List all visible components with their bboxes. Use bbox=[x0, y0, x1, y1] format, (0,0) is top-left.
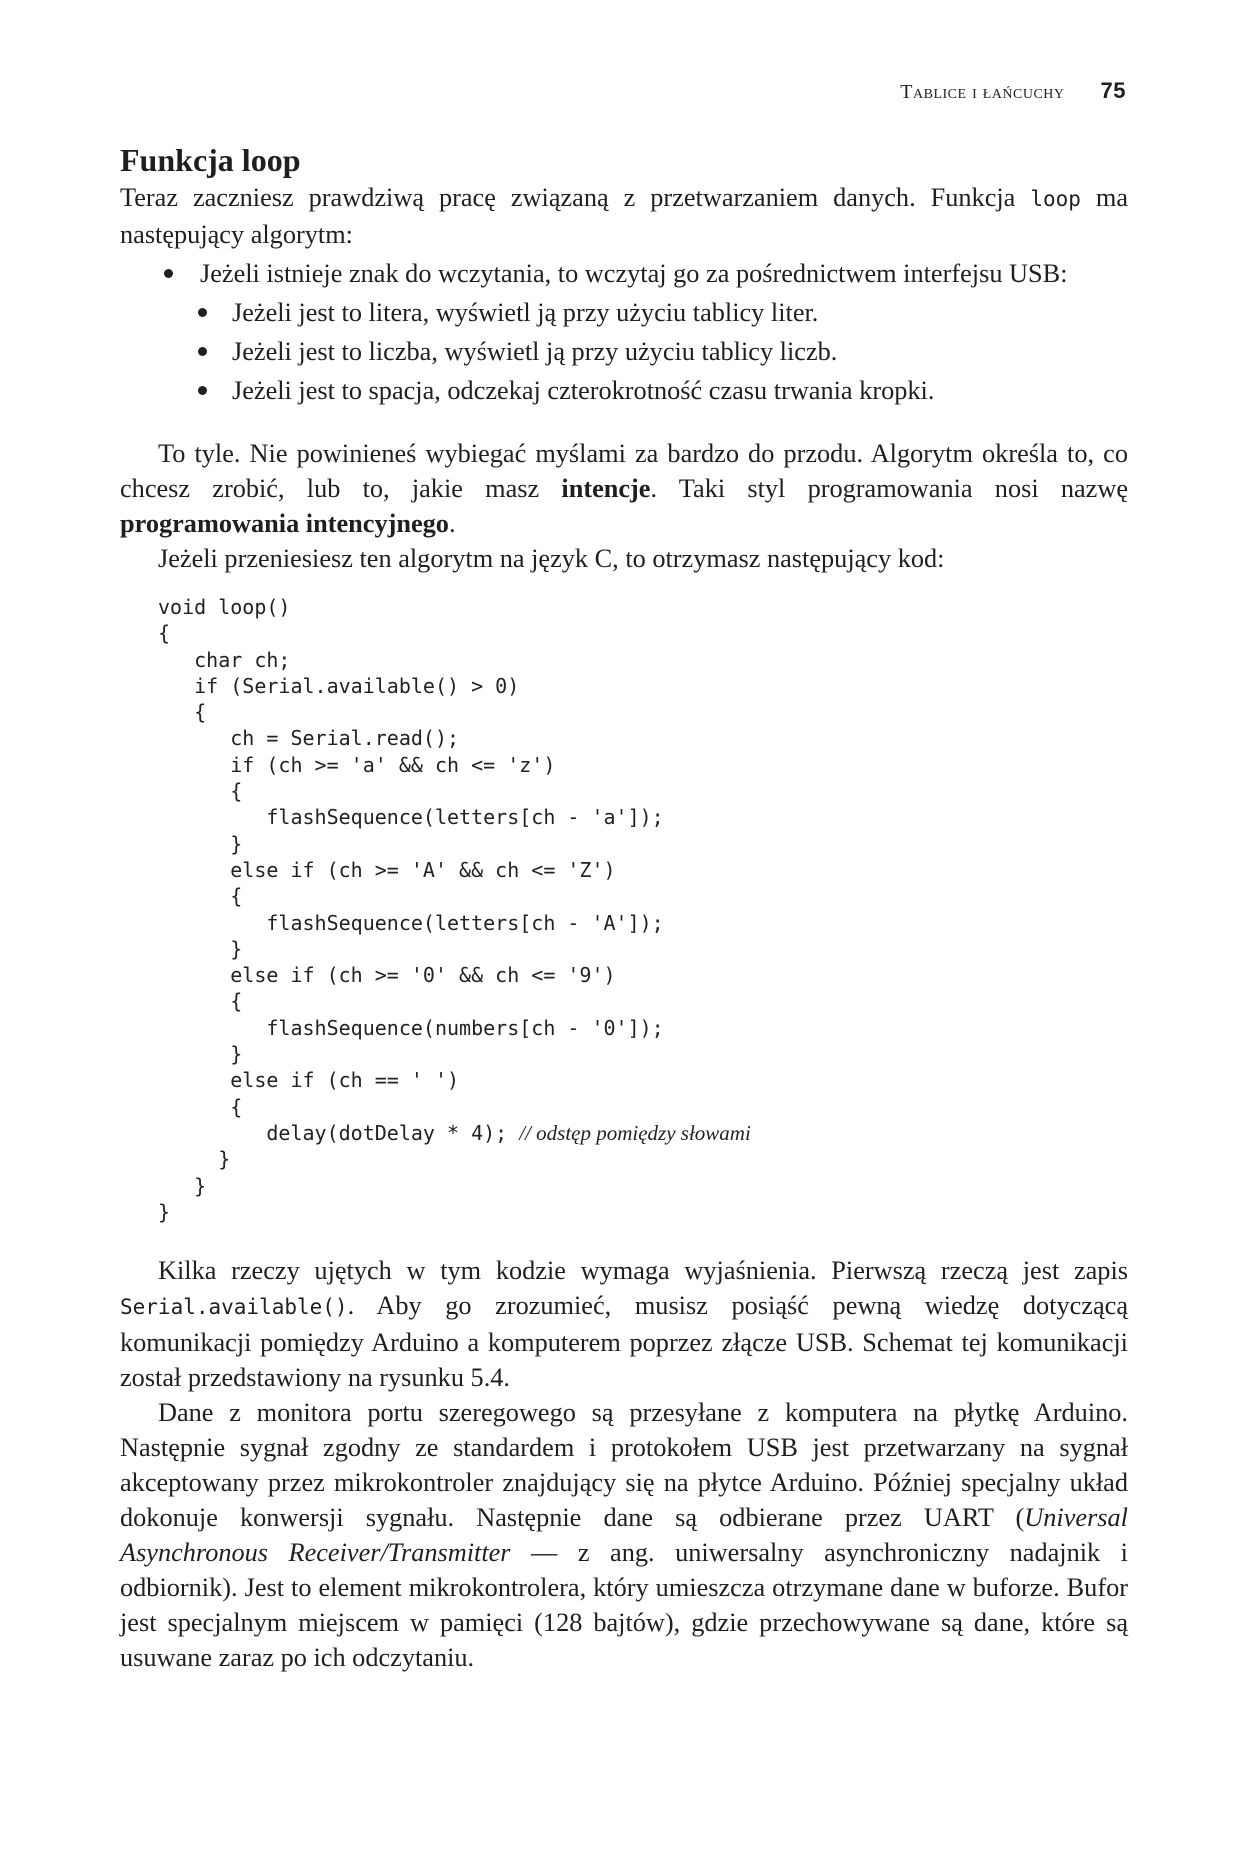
code-line: } bbox=[158, 831, 243, 856]
italic-term: Universal Asynchronous Receiver/Transmitter bbox=[120, 1503, 1128, 1568]
code-line: { bbox=[158, 1094, 243, 1119]
code-line: { bbox=[158, 884, 243, 909]
paragraph-uart bbox=[120, 1395, 1128, 1675]
algorithm-sublist bbox=[200, 295, 1128, 408]
code-line: else if (ch >= 'A' && ch <= 'Z') bbox=[158, 857, 616, 882]
text-run: — z ang. uniwersalny asynchroniczny nadajnik i odbiornik). Jest to element mikrokontrolera, który umieszcza otrzymane dane w buforze. Bufor jest specjalnym miejscem w pamięci (128 bajtów), gdzie przechowywane są dane, które są usuwane zaraz po ich odczytaniu. bbox=[120, 1538, 1128, 1673]
code-line: ch = Serial.read(); bbox=[158, 726, 460, 751]
bold-term: programowania intencyjnego bbox=[120, 509, 449, 538]
list-item bbox=[120, 256, 1128, 408]
code-line: { bbox=[158, 779, 243, 804]
code-line: flashSequence(letters[ch - 'A']); bbox=[158, 910, 664, 935]
intro-inline-code: loop bbox=[1030, 187, 1081, 211]
code-line: flashSequence(numbers[ch - '0']); bbox=[158, 1015, 664, 1040]
code-comment: // odstęp pomiędzy słowami bbox=[519, 1120, 751, 1145]
sublist-item-text: Jeżeli jest to litera, wyświetl ją przy użyciu tablicy liter. bbox=[232, 298, 819, 327]
text-run: Kilka rzeczy ujętych w tym kodzie wymaga wyjaśnienia. Pierwszą rzeczą jest zapis bbox=[158, 1256, 1128, 1286]
bullet-icon bbox=[198, 308, 207, 317]
code-line: else if (ch == ' ') bbox=[158, 1068, 460, 1093]
code-line: if (ch >= 'a' && ch <= 'z') bbox=[158, 752, 556, 777]
text-run: . Taki styl programowania nosi nazwę bbox=[650, 474, 1128, 503]
bold-term: intencje bbox=[561, 474, 651, 503]
code-line: } bbox=[158, 1147, 231, 1172]
code-line: { bbox=[158, 621, 171, 646]
text-run: To tyle. Nie powinieneś wybiegać myślami za bardzo do przodu. Algorytm określa to, co chcesz zrobić, lub to, jakie masz bbox=[120, 439, 1128, 503]
sublist-item bbox=[120, 295, 1128, 330]
bullet-icon bbox=[198, 347, 207, 356]
section-title: Funkcja loop bbox=[120, 142, 301, 178]
code-line: flashSequence(letters[ch - 'a']); bbox=[158, 805, 664, 830]
running-title: Tablice i łańcuchy bbox=[900, 81, 1065, 103]
text-run: Dane z monitora portu szeregowego są przesyłane z komputera na płytkę Arduino. Następnie sygnał zgodny ze standardem i protokołem USB jest przetwarzany na sygnał akceptowany przez mikrokontroler znajdujący się na płytce Arduino. Później specjalny układ dokonuje konwersji sygnału. Następnie dane są odbierane przez UART ( bbox=[120, 1398, 1128, 1533]
intro-text-1: Teraz zaczniesz prawdziwą pracę związaną z przetwarzaniem danych. Funkcja bbox=[120, 183, 1031, 212]
paragraph-intentions bbox=[120, 436, 1128, 541]
list-item-text: Jeżeli istnieje znak do wczytania, to wczytaj go za pośrednictwem interfejsu USB: bbox=[200, 259, 1068, 288]
code-line: delay(dotDelay * 4); bbox=[158, 1120, 520, 1145]
code-line: if (Serial.available() > 0) bbox=[158, 673, 520, 698]
text-run: . bbox=[448, 509, 456, 538]
page-number: 75 bbox=[1100, 78, 1126, 103]
code-line: } bbox=[158, 1173, 207, 1198]
code-line: void loop() bbox=[158, 595, 291, 619]
main-content bbox=[120, 140, 1128, 1675]
sublist-item-text: Jeżeli jest to liczba, wyświetl ją przy użyciu tablicy liczb. bbox=[232, 337, 838, 366]
paragraph-serial-available bbox=[120, 1253, 1128, 1395]
code-line: } bbox=[158, 936, 243, 961]
code-line: { bbox=[158, 989, 243, 1014]
code-line: char ch; bbox=[158, 647, 291, 672]
sublist-item bbox=[120, 373, 1128, 408]
sublist-item-text: Jeżeli jest to spacja, odczekaj czterokrotność czasu trwania kropki. bbox=[232, 376, 935, 405]
paragraph-code-intro: Jeżeli przeniesiesz ten algorytm na język C, to otrzymasz następujący kod: bbox=[158, 544, 945, 573]
bullet-icon bbox=[198, 386, 207, 395]
bullet-icon bbox=[164, 269, 173, 278]
code-line: else if (ch >= '0' && ch <= '9') bbox=[158, 963, 616, 988]
inline-code: Serial.available() bbox=[120, 1295, 348, 1320]
sublist-item bbox=[120, 334, 1128, 369]
intro-text-2: ma następujący algorytm: bbox=[120, 183, 1129, 249]
text-run: . Aby go zrozumieć, musisz posiąść pewną wiedzę dotyczącą komunikacji pomiędzy Arduino a komputerem poprzez złącze USB. Schemat tej komunikacji został przedstawiony na rysunku 5.4. bbox=[120, 1291, 1128, 1393]
running-header bbox=[900, 78, 1126, 104]
intro-paragraph bbox=[120, 180, 1128, 252]
code-line: { bbox=[158, 700, 207, 725]
code-listing bbox=[158, 594, 1128, 1225]
algorithm-list bbox=[120, 256, 1128, 408]
code-line: } bbox=[158, 1042, 243, 1067]
code-line: } bbox=[158, 1199, 171, 1224]
